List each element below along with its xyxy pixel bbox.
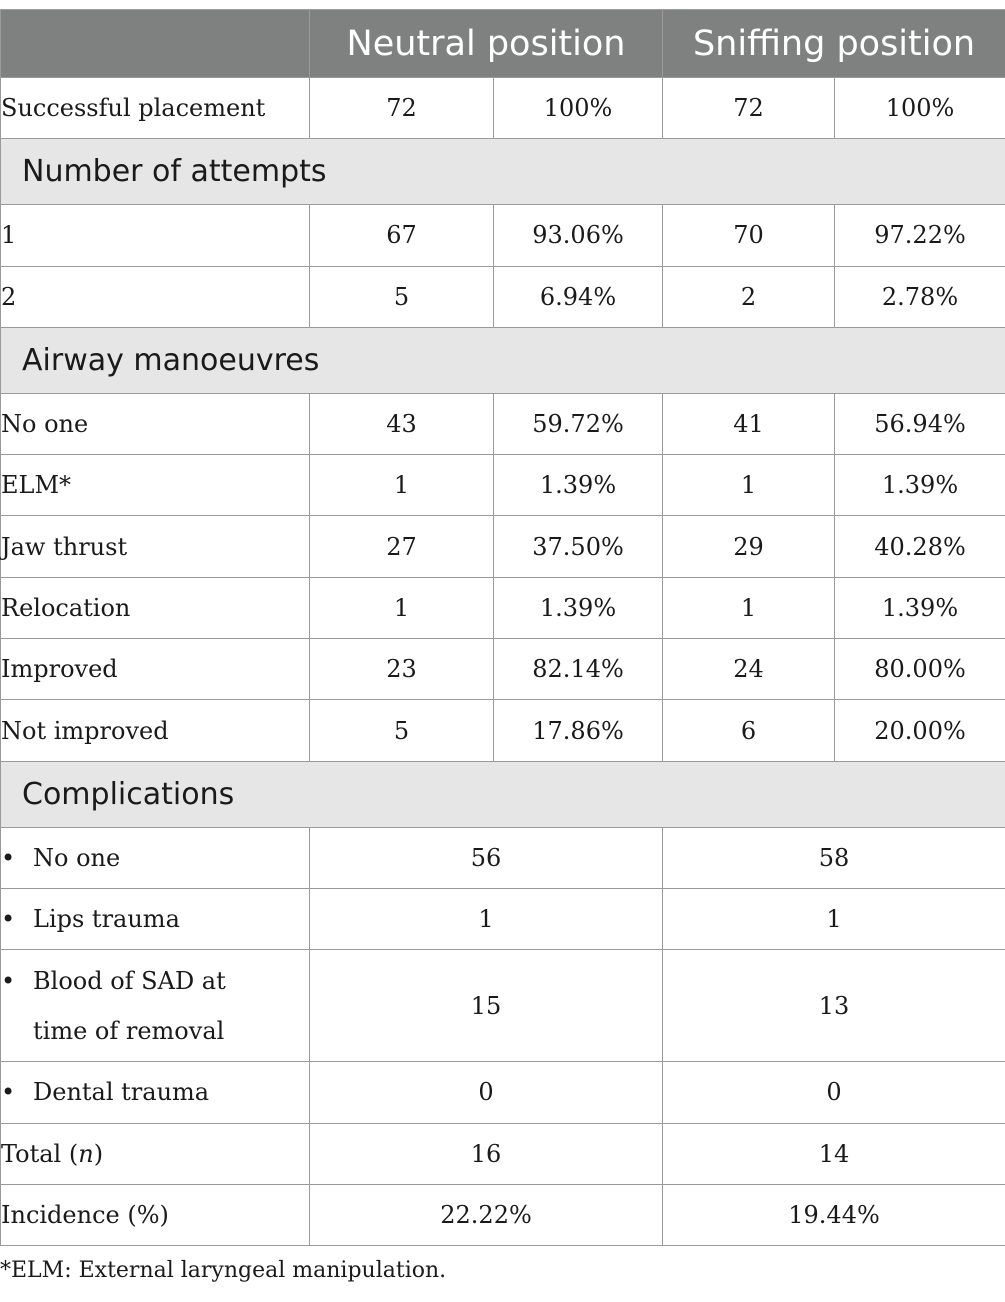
row-label-text: Lips trauma bbox=[33, 905, 180, 934]
sniffing-percent: 56.94% bbox=[835, 393, 1005, 454]
table-header-row bbox=[1, 10, 1005, 78]
row-label: 2 bbox=[1, 266, 310, 327]
bullet-icon: • bbox=[1, 905, 16, 934]
table-row-no-one bbox=[1, 393, 1005, 454]
row-label bbox=[1, 1123, 310, 1184]
sniffing-percent: 20.00% bbox=[835, 700, 1005, 761]
table-row-successful-placement bbox=[1, 78, 1005, 139]
sniffing-count: 72 bbox=[663, 78, 835, 139]
table-row-not-improved bbox=[1, 700, 1005, 761]
sniffing-percent: 1.39% bbox=[835, 577, 1005, 638]
sniffing-percent: 2.78% bbox=[835, 266, 1005, 327]
row-label bbox=[1, 827, 310, 888]
neutral-count: 72 bbox=[310, 78, 494, 139]
row-label-text: No one bbox=[33, 843, 121, 872]
row-label: No one bbox=[1, 393, 310, 454]
row-label bbox=[1, 950, 310, 1062]
header-neutral-position: Neutral position bbox=[310, 10, 663, 78]
table-row-elm bbox=[1, 455, 1005, 516]
neutral-count: 67 bbox=[310, 205, 494, 266]
bullet-icon: • bbox=[1, 843, 16, 872]
neutral-count: 1 bbox=[310, 577, 494, 638]
sniffing-value: 14 bbox=[663, 1123, 1005, 1184]
neutral-percent: 93.06% bbox=[494, 205, 663, 266]
sniffing-value: 1 bbox=[663, 888, 1005, 949]
sniffing-count: 41 bbox=[663, 393, 835, 454]
neutral-percent: 59.72% bbox=[494, 393, 663, 454]
footnote: *ELM: External laryngeal manipulation. bbox=[0, 1258, 447, 1283]
row-label-n: n bbox=[78, 1139, 94, 1168]
neutral-percent: 37.50% bbox=[494, 516, 663, 577]
neutral-percent: 6.94% bbox=[494, 266, 663, 327]
table-row-attempts-2 bbox=[1, 266, 1005, 327]
table-row-total bbox=[1, 1123, 1005, 1184]
row-label: 1 bbox=[1, 205, 310, 266]
section-title-attempts: Number of attempts bbox=[1, 139, 1005, 205]
sniffing-count: 70 bbox=[663, 205, 835, 266]
row-label bbox=[1, 888, 310, 949]
neutral-count: 1 bbox=[310, 455, 494, 516]
sniffing-count: 6 bbox=[663, 700, 835, 761]
table-row-lips-trauma bbox=[1, 888, 1005, 949]
table-row-jaw-thrust bbox=[1, 516, 1005, 577]
sniffing-value: 13 bbox=[663, 950, 1005, 1062]
section-row-attempts bbox=[1, 139, 1005, 205]
neutral-value: 56 bbox=[310, 827, 663, 888]
sniffing-count: 29 bbox=[663, 516, 835, 577]
row-label: Improved bbox=[1, 639, 310, 700]
row-label: Incidence (%) bbox=[1, 1184, 310, 1245]
sniffing-count: 24 bbox=[663, 639, 835, 700]
sniffing-value: 0 bbox=[663, 1062, 1005, 1123]
row-label bbox=[1, 1062, 310, 1123]
section-title-manoeuvres: Airway manoeuvres bbox=[1, 327, 1005, 393]
neutral-count: 43 bbox=[310, 393, 494, 454]
row-label: Relocation bbox=[1, 577, 310, 638]
neutral-percent: 1.39% bbox=[494, 455, 663, 516]
sniffing-count: 1 bbox=[663, 455, 835, 516]
row-label: Not improved bbox=[1, 700, 310, 761]
neutral-percent: 82.14% bbox=[494, 639, 663, 700]
sniffing-value: 19.44% bbox=[663, 1184, 1005, 1245]
sniffing-percent: 80.00% bbox=[835, 639, 1005, 700]
neutral-count: 23 bbox=[310, 639, 494, 700]
section-row-manoeuvres bbox=[1, 327, 1005, 393]
results-table bbox=[0, 9, 1005, 1246]
neutral-count: 5 bbox=[310, 700, 494, 761]
sniffing-count: 2 bbox=[663, 266, 835, 327]
table-row-complication-no-one bbox=[1, 827, 1005, 888]
neutral-value: 1 bbox=[310, 888, 663, 949]
bullet-icon: • bbox=[1, 966, 16, 995]
neutral-percent: 1.39% bbox=[494, 577, 663, 638]
neutral-count: 27 bbox=[310, 516, 494, 577]
neutral-value: 0 bbox=[310, 1062, 663, 1123]
sniffing-percent: 100% bbox=[835, 78, 1005, 139]
table-row-dental-trauma bbox=[1, 1062, 1005, 1123]
table-row-improved bbox=[1, 639, 1005, 700]
table-row-relocation bbox=[1, 577, 1005, 638]
row-label: ELM* bbox=[1, 455, 310, 516]
table-row-blood-of-sad bbox=[1, 950, 1005, 1062]
sniffing-percent: 1.39% bbox=[835, 455, 1005, 516]
table-row-incidence bbox=[1, 1184, 1005, 1245]
neutral-percent: 100% bbox=[494, 78, 663, 139]
neutral-value: 22.22% bbox=[310, 1184, 663, 1245]
row-label-line-2: time of removal bbox=[33, 1016, 225, 1045]
row-label-text: Dental trauma bbox=[33, 1078, 210, 1107]
row-label-text bbox=[33, 956, 226, 1056]
header-sniffing-position: Sniffing position bbox=[663, 10, 1005, 78]
row-label-text: Total ( bbox=[1, 1139, 79, 1168]
row-label: Jaw thrust bbox=[1, 516, 310, 577]
sniffing-value: 58 bbox=[663, 827, 1005, 888]
section-row-complications bbox=[1, 761, 1005, 827]
neutral-value: 16 bbox=[310, 1123, 663, 1184]
neutral-percent: 17.86% bbox=[494, 700, 663, 761]
row-label-end: ) bbox=[93, 1139, 104, 1168]
neutral-value: 15 bbox=[310, 950, 663, 1062]
sniffing-percent: 40.28% bbox=[835, 516, 1005, 577]
section-title-complications: Complications bbox=[1, 761, 1005, 827]
row-label: Successful placement bbox=[1, 78, 310, 139]
neutral-count: 5 bbox=[310, 266, 494, 327]
row-label-line-1: Blood of SAD at bbox=[33, 966, 226, 995]
table-row-attempts-1 bbox=[1, 205, 1005, 266]
bullet-icon: • bbox=[1, 1078, 16, 1107]
sniffing-count: 1 bbox=[663, 577, 835, 638]
sniffing-percent: 97.22% bbox=[835, 205, 1005, 266]
header-empty-cell bbox=[1, 10, 310, 78]
